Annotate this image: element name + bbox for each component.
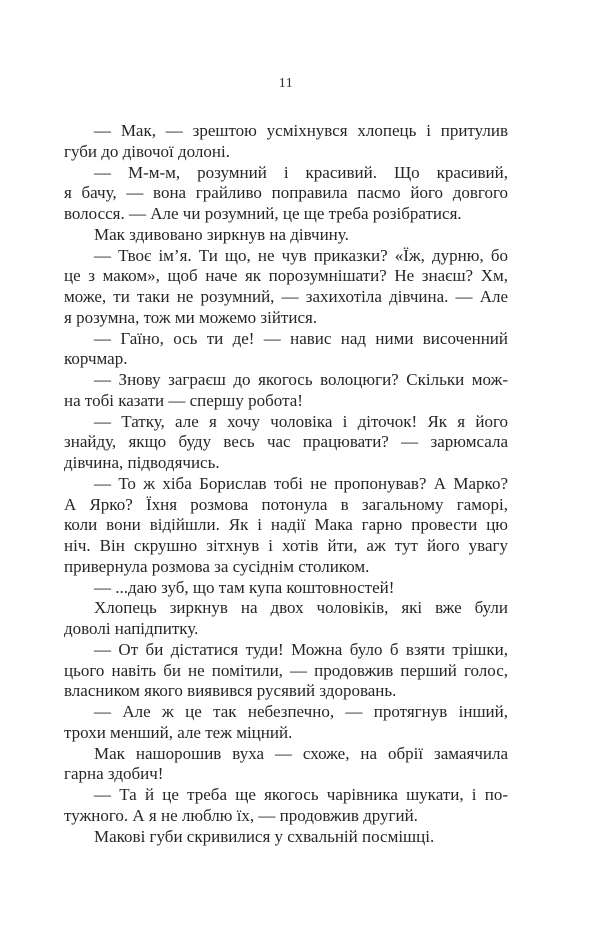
text-line: Хлопець зиркнув на двох чоловіків, які вже були (94, 598, 508, 618)
paragraph (64, 702, 508, 744)
text-line: цього навіть би не помітили, — продовжив перший голос, (64, 660, 508, 680)
text-line: коли вони відійшли. Як і надії Мака гарно провести цю (64, 515, 508, 535)
text-line: знайду, якщо буду весь час працювати? — зарюмсала (64, 432, 508, 452)
text-line: — Знову заграєш до якогось волоцюги? Скільки мож- (94, 370, 508, 389)
text-line: я бачу, — вона грайливо поправила пасмо його довгого (64, 183, 508, 203)
text-line: — ...даю зуб, що там купа коштовностей! (94, 577, 395, 597)
paragraph (64, 640, 508, 702)
text-line: — Татку, але я хочу чоловіка і діточок! Як я його (94, 411, 508, 431)
paragraph (64, 744, 508, 786)
paragraph (64, 246, 508, 329)
text-line: А Ярко? Їхня розмова потонула в загальному гаморі, (64, 494, 508, 514)
paragraph (64, 329, 508, 371)
text-line: — Мак, — зрештою усміхнувся хлопець і притулив (94, 121, 508, 140)
paragraph (64, 163, 508, 225)
text-line: дівчина, підводячись. (64, 453, 220, 472)
text-line: губи до дівочої долоні. (64, 141, 230, 161)
text-line: — М-м-м, розумний і красивий. Що красивий, (94, 162, 508, 182)
paragraph (64, 598, 508, 640)
text-line: трохи менший, але теж міцний. (64, 722, 293, 742)
paragraph (64, 370, 508, 412)
text-line: — Твоє ім’я. Ти що, не чув приказки? «Їж, дурню, бо (94, 245, 508, 265)
text-line: — Та й це треба ще якогось чарівника шукати, і по- (94, 785, 508, 804)
text-line: Мак здивовано зиркнув на дівчину. (94, 224, 349, 244)
paragraph (64, 785, 508, 827)
text-line: — То ж хіба Борислав тобі не пропонував? А Марко? (94, 473, 508, 493)
text-line: тужного. А я не люблю їх, — продовжив другий. (64, 805, 418, 825)
text-line: може, ти таки не розумний, — захихотіла дівчина. — Але (64, 287, 508, 306)
text-line: ніч. Він скрушно зітхнув і хотів йти, аж тут його увагу (64, 536, 508, 555)
paragraph (64, 474, 508, 578)
text-line: волосся. — Але чи розумний, це ще треба розібратися. (64, 204, 462, 223)
paragraph (64, 578, 508, 599)
text-block (64, 121, 508, 847)
text-line: доволі напідпитку. (64, 619, 199, 638)
text-line: — От би дістатися туди! Можна було б взяти трішки, (94, 639, 508, 659)
text-line: — Але ж це так небезпечно, — протягнув інший, (94, 702, 508, 721)
text-line: я розумна, тож ми можемо зійтися. (64, 307, 318, 327)
text-line: гарна здобич! (64, 764, 164, 784)
paragraph (64, 225, 508, 246)
text-line: це з маком», щоб наче як порозумнішати? Не знаєш? Хм, (64, 266, 508, 286)
text-line: на тобі казати — спершу робота! (64, 390, 303, 410)
text-line: корчмар. (64, 349, 128, 369)
paragraph (64, 121, 508, 163)
paragraph (64, 827, 508, 848)
text-line: Макові губи скривилися у схвальній посмішці. (94, 826, 435, 846)
paragraph (64, 412, 508, 474)
text-line: Мак нашорошив вуха — схоже, на обрії замаячила (94, 743, 508, 763)
text-line: привернула розмова за сусіднім столиком. (64, 556, 370, 576)
text-line: власником якого виявився русявий здоровань. (64, 681, 397, 701)
text-line: — Гаїно, ось ти де! — навис над ними височенний (94, 328, 508, 348)
page-number: 11 (278, 76, 294, 91)
